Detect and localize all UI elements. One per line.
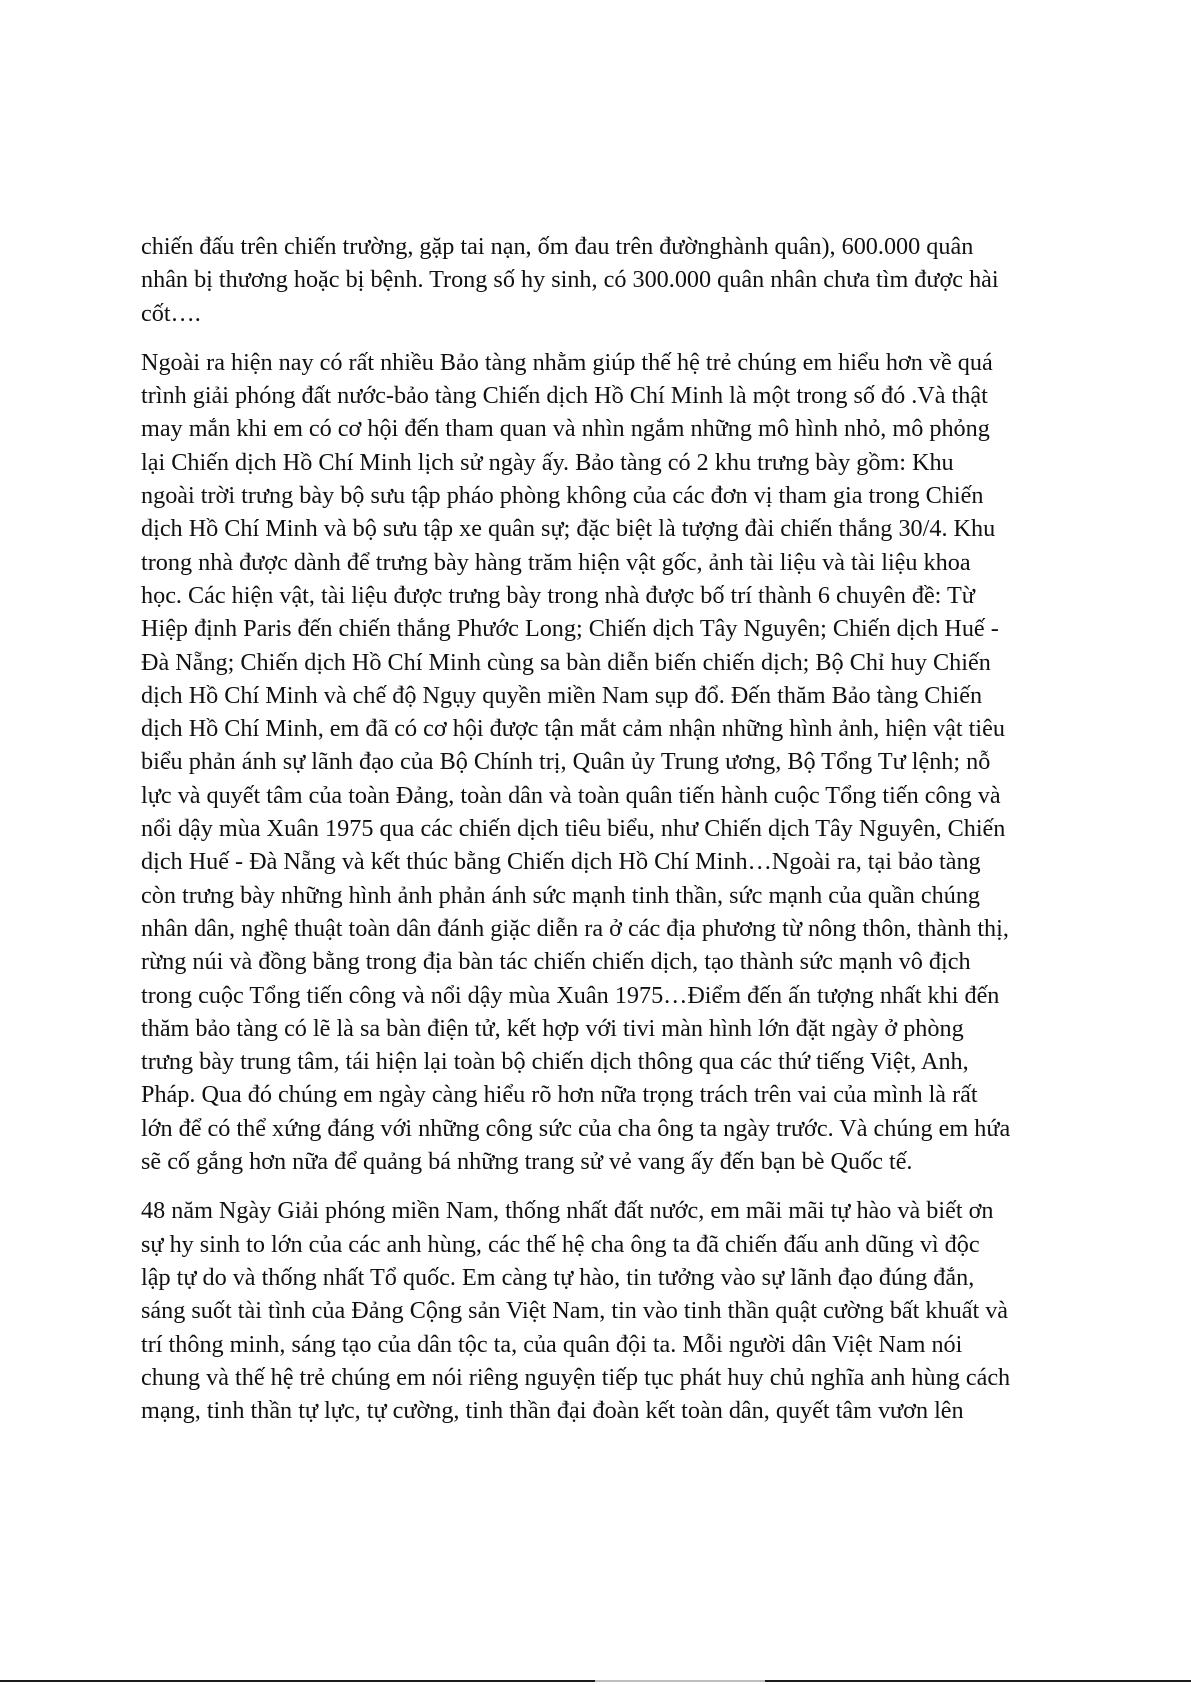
- footer-rule-segment: [595, 1680, 765, 1682]
- text-line: dịch Hồ Chí Minh và bộ sưu tập xe quân sự; đặc biệt là tượng đài chiến thắng 30/4. Khu: [141, 515, 996, 543]
- paragraph-museum: [141, 346, 1056, 1178]
- text-line: may mắn khi em có cơ hội đến tham quan và nhìn ngắm những mô hình nhỏ, mô phỏng: [141, 415, 990, 443]
- text-line: trong cuộc Tổng tiến công và nổi dậy mùa Xuân 1975…Điểm đến ấn tượng nhất khi đến: [141, 981, 1000, 1009]
- text-line: trình giải phóng đất nước-bảo tàng Chiến dịch Hồ Chí Minh là một trong số đó .Và thật: [141, 382, 988, 410]
- text-line: 48 năm Ngày Giải phóng miền Nam, thống nhất đất nước, em mãi mãi tự hào và biết ơn: [141, 1197, 994, 1225]
- text-line: lập tự do và thống nhất Tổ quốc. Em càng tự hào, tin tưởng vào sự lãnh đạo đúng đắn,: [141, 1263, 975, 1291]
- text-line: dịch Hồ Chí Minh, em đã có cơ hội được tận mắt cảm nhận những hình ảnh, hiện vật tiêu: [141, 715, 1005, 743]
- text-line: lực và quyết tâm của toàn Đảng, toàn dân và toàn quân tiến hành cuộc Tổng tiến công và: [141, 781, 1001, 809]
- text-line: trong nhà được dành để trưng bày hàng trăm hiện vật gốc, ảnh tài liệu và tài liệu khoa: [141, 548, 971, 576]
- text-line: dịch Hồ Chí Minh và chế độ Ngụy quyền miền Nam sụp đổ. Đến thăm Bảo tàng Chiến: [141, 681, 983, 709]
- text-line: chiến đấu trên chiến trường, gặp tai nạn, ốm đau trên đườnghành quân), 600.000 quân: [141, 233, 974, 260]
- text-line: lớn để có thể xứng đáng với những công sức của cha ông ta ngày trước. Và chúng em hứa: [141, 1114, 1011, 1142]
- text-line: Ngoài ra hiện nay có rất nhiều Bảo tàng nhằm giúp thế hệ trẻ chúng em hiểu hơn về quá: [141, 348, 993, 376]
- text-line: còn trưng bày những hình ảnh phản ánh sức mạnh tinh thần, sức mạnh của quần chúng: [141, 881, 981, 909]
- text-line: cốt….: [141, 299, 201, 327]
- text-line: sáng suốt tài tình của Đảng Cộng sản Việt Nam, tin vào tinh thần quật cường bất khuất và: [141, 1297, 1009, 1325]
- text-line: chung và thế hệ trẻ chúng em nói riêng nguyện tiếp tục phát huy chủ nghĩa anh hùng cách: [141, 1363, 1011, 1391]
- text-line: mạng, tinh thần tự lực, tự cường, tinh thần đại đoàn kết toàn dân, quyết tâm vươn lên: [141, 1397, 964, 1425]
- text-line: thăm bảo tàng có lẽ là sa bàn điện tử, kết hợp với tivi màn hình lớn đặt ngày ở phòng: [141, 1014, 964, 1042]
- text-line: sự hy sinh to lớn của các anh hùng, các thế hệ cha ông ta đã chiến đấu anh dũng vì độc: [141, 1230, 980, 1258]
- text-line: rừng núi và đồng bằng trong địa bàn tác chiến chiến dịch, tạo thành sức mạnh vô địch: [141, 948, 971, 976]
- text-line: ngoài trời trưng bày bộ sưu tập pháo phòng không của các đơn vị tham gia trong Chiến: [141, 482, 984, 510]
- text-line: Đà Nẵng; Chiến dịch Hồ Chí Minh cùng sa bàn diễn biến chiến dịch; Bộ Chỉ huy Chiến: [141, 648, 991, 676]
- text-line: Pháp. Qua đó chúng em ngày càng hiểu rõ hơn nữa trọng trách trên vai của mình là rất: [141, 1081, 978, 1109]
- paragraph-anniversary: [141, 1194, 1056, 1427]
- paragraph-casualties: [141, 230, 1056, 330]
- text-line: trí thông minh, sáng tạo của dân tộc ta, của quân đội ta. Mỗi người dân Việt Nam nói: [141, 1330, 963, 1358]
- text-line: trưng bày trung tâm, tái hiện lại toàn bộ chiến dịch thông qua các thứ tiếng Việt, Anh,: [141, 1048, 969, 1076]
- body-text: [141, 230, 1056, 1427]
- text-line: nhân bị thương hoặc bị bệnh. Trong số hy sinh, có 300.000 quân nhân chưa tìm được hài: [141, 266, 999, 294]
- text-line: Hiệp định Paris đến chiến thắng Phước Long; Chiến dịch Tây Nguyên; Chiến dịch Huế -: [141, 615, 999, 643]
- text-line: nổi dậy mùa Xuân 1975 qua các chiến dịch tiêu biểu, như Chiến dịch Tây Nguyên, Chiến: [141, 815, 1006, 843]
- text-line: nhân dân, nghệ thuật toàn dân đánh giặc diễn ra ở các địa phương từ nông thôn, thành thị,: [141, 914, 1009, 942]
- text-line: học. Các hiện vật, tài liệu được trưng bày trong nhà được bố trí thành 6 chuyên đề: Từ: [141, 581, 975, 609]
- text-line: biểu phản ánh sự lãnh đạo của Bộ Chính trị, Quân ủy Trung ương, Bộ Tổng Tư lệnh; nỗ: [141, 748, 991, 776]
- text-line: lại Chiến dịch Hồ Chí Minh lịch sử ngày ấy. Bảo tàng có 2 khu trưng bày gồm: Khu: [141, 448, 954, 476]
- text-line: dịch Huế - Đà Nẵng và kết thúc bằng Chiến dịch Hồ Chí Minh…Ngoài ra, tại bảo tàng: [141, 848, 981, 876]
- text-line: sẽ cố gắng hơn nữa để quảng bá những trang sử vẻ vang ấy đến bạn bè Quốc tế.: [141, 1148, 913, 1176]
